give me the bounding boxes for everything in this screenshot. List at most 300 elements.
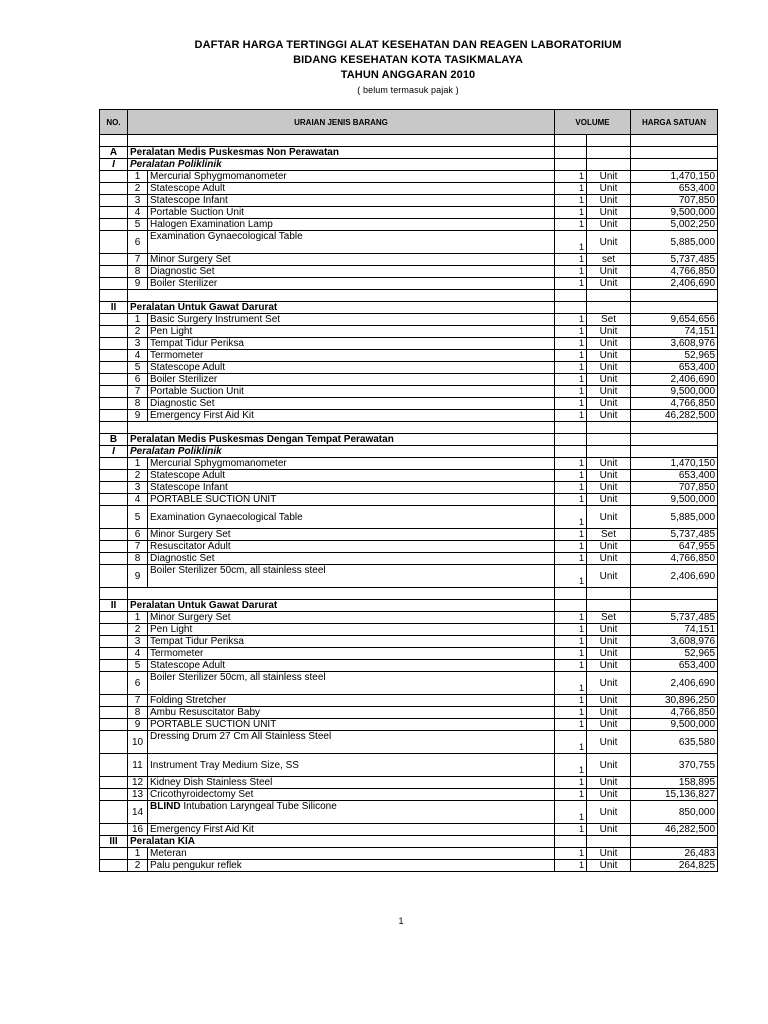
- item-unit: Set: [587, 529, 631, 541]
- empty-cell: [100, 612, 128, 624]
- table-row: [100, 374, 718, 386]
- item-name-text: Emergency First Aid Kit: [150, 824, 254, 835]
- item-name-text: Emergency First Aid Kit: [150, 410, 254, 421]
- item-name-text: Halogen Examination Lamp: [150, 219, 273, 230]
- table-row: [100, 219, 718, 231]
- item-number: 8: [128, 707, 148, 719]
- empty-cell: [631, 159, 718, 171]
- empty-cell: [587, 434, 631, 446]
- empty-cell: [587, 588, 631, 600]
- empty-cell: [555, 434, 587, 446]
- item-unit: Unit: [587, 660, 631, 672]
- page-number: 1: [398, 916, 404, 926]
- tax-note: ( belum termasuk pajak ): [357, 85, 459, 95]
- table-row: [100, 777, 718, 789]
- item-name-text: Pen Light: [150, 326, 193, 337]
- table-row: [100, 386, 718, 398]
- item-name: [148, 777, 555, 789]
- item-name: [148, 195, 555, 207]
- item-volume: 1: [555, 374, 587, 386]
- item-unit: Unit: [587, 219, 631, 231]
- item-name-text: Pen Light: [150, 624, 193, 635]
- item-volume: 1: [555, 553, 587, 565]
- item-volume: 1: [555, 171, 587, 183]
- table-header-row: [100, 110, 718, 135]
- empty-cell: [100, 848, 128, 860]
- item-price: 1,470,150: [631, 458, 718, 470]
- item-name-text: Minor Surgery Set: [150, 612, 231, 623]
- item-price: 653,400: [631, 362, 718, 374]
- section-row: [100, 836, 718, 848]
- item-name: [148, 350, 555, 362]
- empty-cell: [100, 386, 128, 398]
- item-name-text: Statescope Adult: [150, 183, 226, 194]
- item-unit: Unit: [587, 266, 631, 278]
- item-name-text: Minor Surgery Set: [150, 529, 231, 540]
- section-code: III: [100, 836, 128, 848]
- item-unit: Unit: [587, 824, 631, 836]
- table-row: [100, 482, 718, 494]
- table-row: [100, 326, 718, 338]
- table-row: [100, 231, 718, 254]
- item-name-text: Ambu Resuscitator Baby: [150, 707, 261, 718]
- empty-cell: [555, 588, 587, 600]
- subsection-title: Peralatan Poliklinik: [128, 159, 555, 171]
- table-row: [100, 195, 718, 207]
- item-unit: Unit: [587, 789, 631, 801]
- item-price: 707,850: [631, 482, 718, 494]
- item-name: [148, 278, 555, 290]
- empty-cell: [100, 362, 128, 374]
- empty-cell: [100, 801, 128, 824]
- empty-cell: [555, 446, 587, 458]
- item-unit: Unit: [587, 506, 631, 529]
- item-number: 1: [128, 171, 148, 183]
- document-subtitle: BIDANG KESEHATAN KOTA TASIKMALAYA: [293, 54, 523, 66]
- item-volume: 1: [555, 231, 587, 254]
- empty-cell: [100, 278, 128, 290]
- item-number: 3: [128, 338, 148, 350]
- item-number: 5: [128, 660, 148, 672]
- item-volume: 1: [555, 458, 587, 470]
- item-name-text: Mercurial Sphygmomanometer: [150, 458, 287, 469]
- item-name: [148, 398, 555, 410]
- empty-cell: [100, 398, 128, 410]
- item-name: [148, 565, 555, 588]
- empty-cell: [100, 350, 128, 362]
- empty-cell: [555, 159, 587, 171]
- item-number: 8: [128, 398, 148, 410]
- item-name: [148, 458, 555, 470]
- item-number: 2: [128, 624, 148, 636]
- item-name-text: Statescope Adult: [150, 362, 226, 373]
- document-year: TAHUN ANGGARAN 2010: [340, 69, 476, 81]
- item-price: 2,406,690: [631, 374, 718, 386]
- item-volume: 1: [555, 386, 587, 398]
- table-row: [100, 553, 718, 565]
- item-volume: 1: [555, 648, 587, 660]
- item-volume: 1: [555, 529, 587, 541]
- item-volume: 1: [555, 278, 587, 290]
- empty-cell: [100, 410, 128, 422]
- item-name-text: Resuscitator Adult: [150, 541, 231, 552]
- item-number: 8: [128, 266, 148, 278]
- empty-cell: [100, 672, 128, 695]
- section-row: [100, 434, 718, 446]
- item-number: 4: [128, 648, 148, 660]
- item-unit: Unit: [587, 183, 631, 195]
- item-name-text: Dressing Drum 27 Cm All Stainless Steel: [150, 731, 332, 742]
- item-volume: 1: [555, 848, 587, 860]
- item-name: [148, 801, 555, 824]
- item-name: [148, 553, 555, 565]
- section-title: Peralatan KIA: [128, 836, 555, 848]
- item-price: 46,282,500: [631, 410, 718, 422]
- item-number: 1: [128, 458, 148, 470]
- item-unit: Unit: [587, 648, 631, 660]
- item-unit: Unit: [587, 636, 631, 648]
- item-name-text: Statescope Adult: [150, 470, 226, 481]
- item-unit: Unit: [587, 494, 631, 506]
- table-row: [100, 314, 718, 326]
- item-name-text: Boiler Sterilizer 50cm, all stainless steel: [150, 565, 326, 576]
- item-unit: Unit: [587, 731, 631, 754]
- empty-cell: [100, 171, 128, 183]
- item-number: 9: [128, 565, 148, 588]
- empty-cell: [100, 195, 128, 207]
- empty-cell: [555, 422, 587, 434]
- item-name-text: Diagnostic Set: [150, 398, 215, 409]
- item-price: 9,654,656: [631, 314, 718, 326]
- table-row: [100, 731, 718, 754]
- item-number: 2: [128, 860, 148, 872]
- item-price: 5,002,250: [631, 219, 718, 231]
- item-volume: 1: [555, 506, 587, 529]
- item-volume: 1: [555, 219, 587, 231]
- empty-cell: [631, 135, 718, 147]
- subsection-code: I: [100, 159, 128, 171]
- table-row: [100, 362, 718, 374]
- item-name-text: Statescope Infant: [150, 482, 228, 493]
- empty-cell: [587, 422, 631, 434]
- item-number: 5: [128, 362, 148, 374]
- item-price: 653,400: [631, 470, 718, 482]
- subsection-row: [100, 159, 718, 171]
- item-number: 4: [128, 350, 148, 362]
- table-row: [100, 207, 718, 219]
- empty-cell: [100, 219, 128, 231]
- empty-cell: [128, 422, 555, 434]
- item-number: 4: [128, 207, 148, 219]
- item-number: 6: [128, 374, 148, 386]
- empty-cell: [100, 695, 128, 707]
- table-row: [100, 278, 718, 290]
- item-number: 1: [128, 612, 148, 624]
- section-code: II: [100, 600, 128, 612]
- item-name-text: Tempat Tidur Periksa: [150, 636, 244, 647]
- item-number: 1: [128, 848, 148, 860]
- item-price: 2,406,690: [631, 278, 718, 290]
- item-volume: 1: [555, 624, 587, 636]
- empty-cell: [128, 290, 555, 302]
- table-row: [100, 801, 718, 824]
- empty-cell: [100, 266, 128, 278]
- item-unit: Unit: [587, 470, 631, 482]
- empty-cell: [555, 836, 587, 848]
- item-number: 9: [128, 278, 148, 290]
- table-row: [100, 754, 718, 777]
- table-row: [100, 266, 718, 278]
- item-name: [148, 660, 555, 672]
- item-price: 9,500,000: [631, 386, 718, 398]
- item-volume: 1: [555, 695, 587, 707]
- item-name: [148, 231, 555, 254]
- item-number: 2: [128, 326, 148, 338]
- item-name: [148, 326, 555, 338]
- item-unit: Unit: [587, 777, 631, 789]
- item-name: [148, 207, 555, 219]
- empty-cell: [631, 446, 718, 458]
- item-volume: 1: [555, 183, 587, 195]
- item-name-emphasis: BLIND: [150, 801, 181, 812]
- table-row: [100, 183, 718, 195]
- item-unit: Unit: [587, 398, 631, 410]
- item-volume: 1: [555, 254, 587, 266]
- item-unit: Unit: [587, 338, 631, 350]
- empty-cell: [100, 789, 128, 801]
- item-number: 7: [128, 254, 148, 266]
- table-row: [100, 410, 718, 422]
- item-volume: 1: [555, 338, 587, 350]
- spacer-row: [100, 290, 718, 302]
- item-volume: 1: [555, 494, 587, 506]
- item-name: [148, 636, 555, 648]
- table-row: [100, 541, 718, 553]
- section-code: B: [100, 434, 128, 446]
- item-price: 850,000: [631, 801, 718, 824]
- empty-cell: [100, 588, 128, 600]
- empty-cell: [100, 494, 128, 506]
- table-row: [100, 624, 718, 636]
- item-price: 5,885,000: [631, 231, 718, 254]
- empty-cell: [100, 374, 128, 386]
- empty-cell: [631, 836, 718, 848]
- item-name: [148, 848, 555, 860]
- item-name: [148, 494, 555, 506]
- empty-cell: [100, 482, 128, 494]
- item-name-text: Basic Surgery Instrument Set: [150, 314, 281, 325]
- empty-cell: [100, 290, 128, 302]
- empty-cell: [555, 290, 587, 302]
- item-price: 635,580: [631, 731, 718, 754]
- empty-cell: [587, 290, 631, 302]
- item-price: 9,500,000: [631, 719, 718, 731]
- table-row: [100, 171, 718, 183]
- item-name: [148, 470, 555, 482]
- price-table: [99, 109, 718, 872]
- item-name: [148, 338, 555, 350]
- item-unit: Unit: [587, 672, 631, 695]
- empty-cell: [100, 731, 128, 754]
- item-price: 2,406,690: [631, 565, 718, 588]
- subsection-row: [100, 446, 718, 458]
- empty-cell: [587, 159, 631, 171]
- item-price: 264,825: [631, 860, 718, 872]
- item-name-text: Meteran: [150, 848, 187, 859]
- item-unit: Unit: [587, 860, 631, 872]
- item-price: 370,755: [631, 754, 718, 777]
- item-number: 6: [128, 231, 148, 254]
- table-row: [100, 636, 718, 648]
- item-name: [148, 183, 555, 195]
- item-volume: 1: [555, 398, 587, 410]
- item-price: 26,483: [631, 848, 718, 860]
- empty-cell: [587, 302, 631, 314]
- table-row: [100, 719, 718, 731]
- item-price: 158,895: [631, 777, 718, 789]
- item-number: 10: [128, 731, 148, 754]
- item-name-text: Kidney Dish Stainless Steel: [150, 777, 273, 788]
- empty-cell: [100, 207, 128, 219]
- empty-cell: [631, 588, 718, 600]
- item-name: [148, 362, 555, 374]
- item-unit: Unit: [587, 171, 631, 183]
- table-body: [100, 135, 718, 872]
- empty-cell: [100, 648, 128, 660]
- item-volume: 1: [555, 470, 587, 482]
- item-unit: Unit: [587, 362, 631, 374]
- item-number: 16: [128, 824, 148, 836]
- item-name-text: Portable Suction Unit: [150, 207, 244, 218]
- column-header-volume: VOLUME: [555, 110, 631, 135]
- item-price: 5,737,485: [631, 612, 718, 624]
- item-number: 13: [128, 789, 148, 801]
- item-number: 1: [128, 314, 148, 326]
- table-row: [100, 789, 718, 801]
- item-unit: Unit: [587, 541, 631, 553]
- table-row: [100, 612, 718, 624]
- item-number: 3: [128, 482, 148, 494]
- item-volume: 1: [555, 801, 587, 824]
- spacer-row: [100, 422, 718, 434]
- item-number: 7: [128, 541, 148, 553]
- item-name-text: Termometer: [150, 648, 204, 659]
- item-unit: Unit: [587, 278, 631, 290]
- empty-cell: [100, 754, 128, 777]
- item-price: 1,470,150: [631, 171, 718, 183]
- item-price: 707,850: [631, 195, 718, 207]
- item-name: [148, 506, 555, 529]
- table-row: [100, 824, 718, 836]
- item-name-text: Diagnostic Set: [150, 553, 215, 564]
- item-price: 3,608,976: [631, 636, 718, 648]
- item-number: 6: [128, 529, 148, 541]
- item-number: 5: [128, 506, 148, 529]
- table-row: [100, 506, 718, 529]
- item-number: 7: [128, 386, 148, 398]
- item-price: 4,766,850: [631, 707, 718, 719]
- item-number: 3: [128, 636, 148, 648]
- empty-cell: [100, 506, 128, 529]
- item-unit: Unit: [587, 553, 631, 565]
- item-price: 9,500,000: [631, 207, 718, 219]
- item-unit: Unit: [587, 707, 631, 719]
- empty-cell: [555, 302, 587, 314]
- section-title: Peralatan Medis Puskesmas Dengan Tempat Perawatan: [128, 434, 555, 446]
- item-price: 3,608,976: [631, 338, 718, 350]
- item-unit: Unit: [587, 719, 631, 731]
- empty-cell: [100, 636, 128, 648]
- section-title: Peralatan Untuk Gawat Darurat: [128, 600, 555, 612]
- empty-cell: [100, 470, 128, 482]
- item-unit: Unit: [587, 350, 631, 362]
- table-row: [100, 695, 718, 707]
- item-unit: Unit: [587, 565, 631, 588]
- item-volume: 1: [555, 195, 587, 207]
- item-volume: 1: [555, 860, 587, 872]
- item-volume: 1: [555, 789, 587, 801]
- item-name-text: Examination Gynaecological Table: [150, 231, 303, 242]
- item-name: [148, 789, 555, 801]
- item-name-text: Boiler Sterilizer 50cm, all stainless steel: [150, 672, 326, 683]
- item-unit: Unit: [587, 410, 631, 422]
- item-name-text: Termometer: [150, 350, 204, 361]
- section-title: Peralatan Medis Puskesmas Non Perawatan: [128, 147, 555, 159]
- item-unit: Unit: [587, 801, 631, 824]
- item-name: [148, 529, 555, 541]
- empty-cell: [587, 135, 631, 147]
- item-name: [148, 171, 555, 183]
- item-name-text: Portable Suction Unit: [150, 386, 244, 397]
- column-header-no: NO.: [100, 110, 128, 135]
- item-number: 3: [128, 195, 148, 207]
- item-name: [148, 541, 555, 553]
- empty-cell: [100, 183, 128, 195]
- empty-cell: [128, 135, 555, 147]
- table-row: [100, 660, 718, 672]
- table-row: [100, 350, 718, 362]
- table-row: [100, 860, 718, 872]
- item-price: 5,737,485: [631, 254, 718, 266]
- item-unit: Unit: [587, 695, 631, 707]
- item-price: 9,500,000: [631, 494, 718, 506]
- column-header-item: URAIAN JENIS BARANG: [128, 110, 555, 135]
- item-price: 653,400: [631, 183, 718, 195]
- empty-cell: [100, 135, 128, 147]
- table-row: [100, 398, 718, 410]
- item-volume: 1: [555, 266, 587, 278]
- item-volume: 1: [555, 754, 587, 777]
- item-number: 5: [128, 219, 148, 231]
- empty-cell: [100, 777, 128, 789]
- item-name-text: Boiler Sterilizer: [150, 374, 218, 385]
- table-row: [100, 494, 718, 506]
- section-row: [100, 302, 718, 314]
- item-name-text: Statescope Infant: [150, 195, 228, 206]
- item-price: 2,406,690: [631, 672, 718, 695]
- empty-cell: [100, 707, 128, 719]
- item-number: 7: [128, 695, 148, 707]
- empty-cell: [100, 458, 128, 470]
- item-volume: 1: [555, 482, 587, 494]
- item-price: 74,151: [631, 624, 718, 636]
- item-number: 2: [128, 470, 148, 482]
- item-price: 653,400: [631, 660, 718, 672]
- item-name: [148, 648, 555, 660]
- item-name: [148, 672, 555, 695]
- item-volume: 1: [555, 541, 587, 553]
- item-volume: 1: [555, 410, 587, 422]
